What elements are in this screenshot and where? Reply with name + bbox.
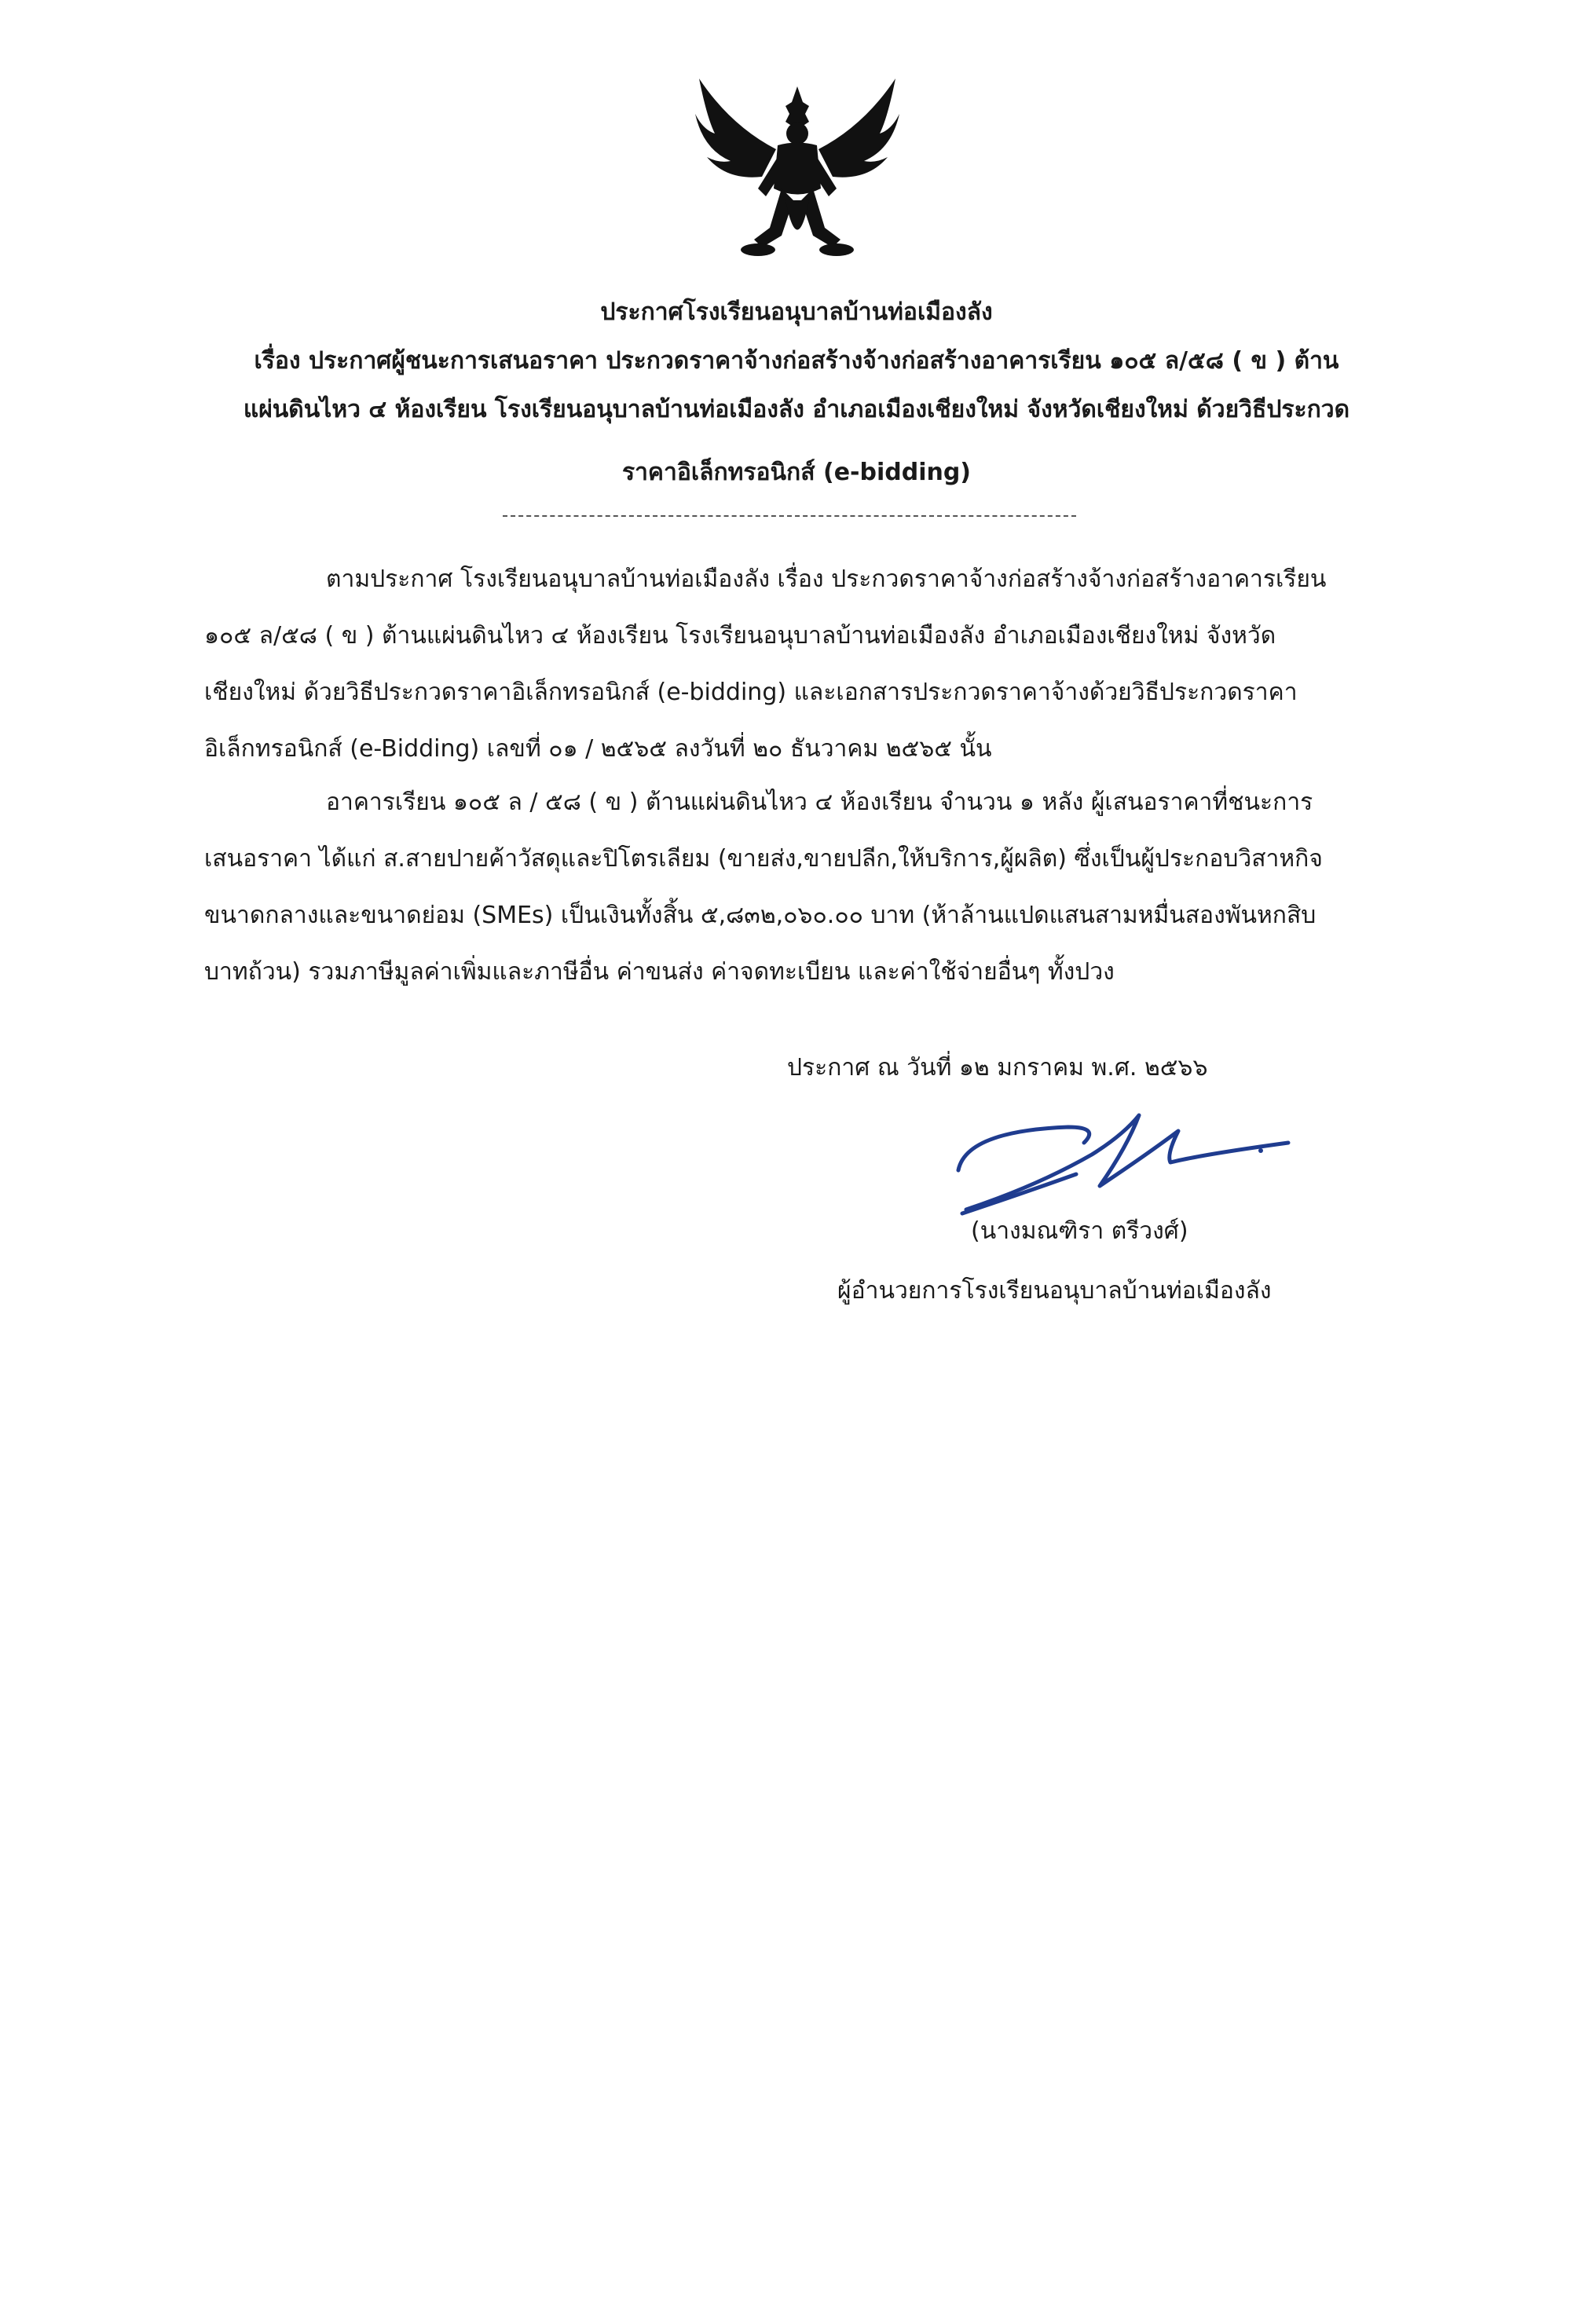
body-line: อาคารเรียน ๑๐๕ ล / ๕๘ ( ข ) ต้านแผ่นดินไหว ๔ ห้องเรียน จำนวน ๑ หลัง ผู้เสนอราคาที่ชนะการ [326, 789, 1313, 816]
signer-name: (นางมณฑิรา ตรีวงศ์) [971, 1217, 1188, 1245]
body-line: อิเล็กทรอนิกส์ (e-Bidding) เลขที่ ๐๑ / ๒๕๖๕ ลงวันที่ ๒๐ ธันวาคม ๒๕๖๕ นั้น [204, 735, 992, 763]
subject-line-2: แผ่นดินไหว ๔ ห้องเรียน โรงเรียนอนุบาลบ้านท่อเมืองลัง อำเภอเมืองเชียงใหม่ จังหวัดเชียงใหม่ ด้วยวิธีประกวด [243, 396, 1350, 423]
announcement-date: ประกาศ ณ วันที่ ๑๒ มกราคม พ.ศ. ๒๕๖๖ [787, 1054, 1208, 1081]
subject-line-1: เรื่อง ประกาศผู้ชนะการเสนอราคา ประกวดราคาจ้างก่อสร้างจ้างก่อสร้างอาคารเรียน ๑๐๕ ล/๕๘ ( ข ) ต้าน [254, 347, 1339, 375]
separator-rule [503, 515, 1076, 517]
signer-position: ผู้อำนวยการโรงเรียนอนุบาลบ้านท่อเมืองลัง [837, 1277, 1272, 1305]
body-line: บาทถ้วน) รวมภาษีมูลค่าเพิ่มและภาษีอื่น ค่าขนส่ง ค่าจดทะเบียน และค่าใช้จ่ายอื่นๆ ทั้งปวง [204, 958, 1115, 986]
body-line: ขนาดกลางและขนาดย่อม (SMEs) เป็นเงินทั้งสิ้น ๕,๘๓๒,๐๖๐.๐๐ บาท (ห้าล้านแปดแสนสามหมื่นสองพันหกสิบ [204, 902, 1317, 929]
body-line: ๑๐๕ ล/๕๘ ( ข ) ต้านแผ่นดินไหว ๔ ห้องเรียน โรงเรียนอนุบาลบ้านท่อเมืองลัง อำเภอเมืองเชียงใหม่ จังหวัด [204, 622, 1276, 650]
document-title: ประกาศโรงเรียนอนุบาลบ้านท่อเมืองลัง [600, 298, 993, 326]
signature-image [943, 1100, 1304, 1217]
body-line: เสนอราคา ได้แก่ ส.สายปายค้าวัสดุและปิโตรเลียม (ขายส่ง,ขายปลีก,ให้บริการ,ผู้ผลิต) ซึ่งเป็นผู้ประกอบวิสาหกิจ [204, 845, 1323, 873]
garuda-emblem-icon [683, 71, 911, 267]
body-line: ตามประกาศ โรงเรียนอนุบาลบ้านท่อเมืองลัง เรื่อง ประกวดราคาจ้างก่อสร้างจ้างก่อสร้างอาคารเรียน [326, 565, 1327, 593]
body-line: เชียงใหม่ ด้วยวิธีประกวดราคาอิเล็กทรอนิกส์ (e-bidding) และเอกสารประกวดราคาจ้างด้วยวิธีประกวดราคา [204, 679, 1298, 706]
subject-line-3: ราคาอิเล็กทรอนิกส์ (e-bidding) [621, 459, 972, 486]
